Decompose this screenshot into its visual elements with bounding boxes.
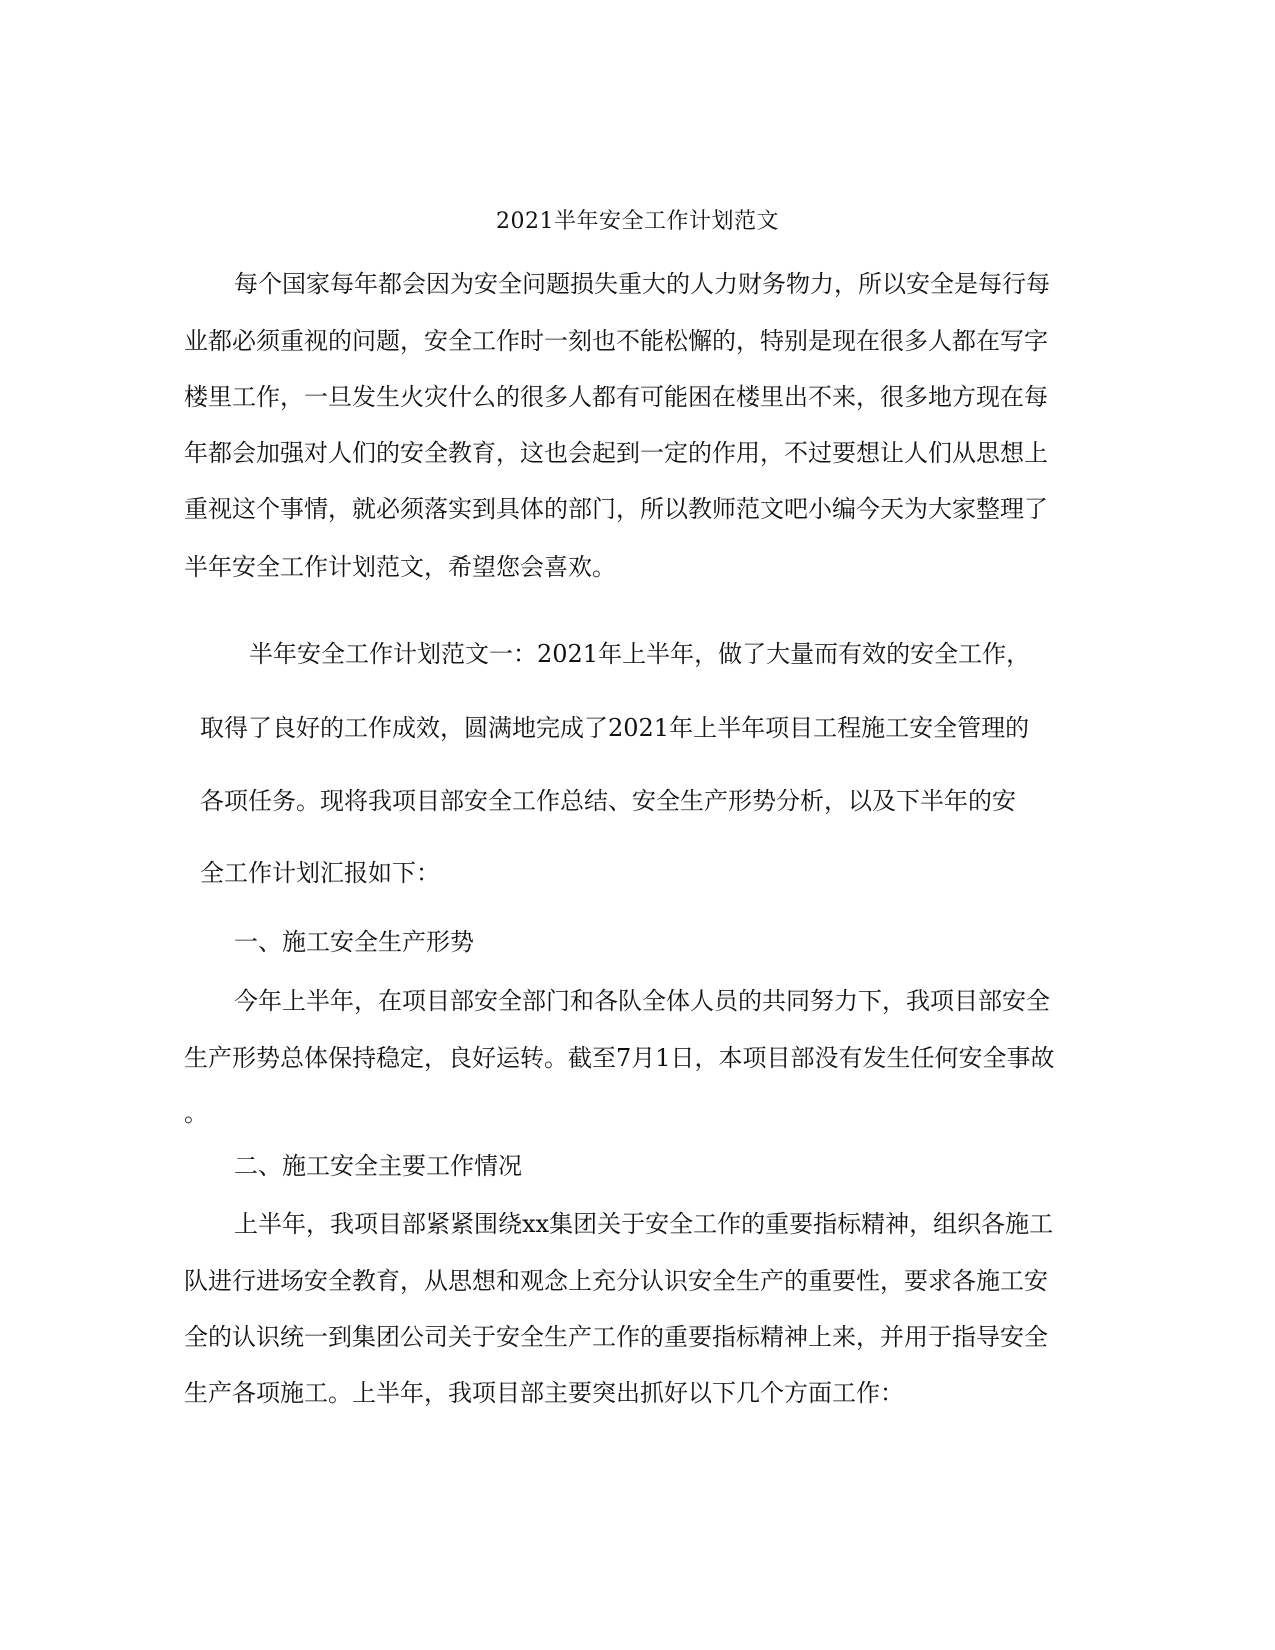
sample-line-2: 取得了良好的工作成效，圆满地完成了2021年上半年项目工程施工安全管理的 <box>200 714 1030 742</box>
section2-line-2: 队进行进场安全教育，从思想和观念上充分认识安全生产的重要性，要求各施工安 <box>184 1267 1048 1295</box>
intro-line-4: 年都会加强对人们的安全教育，这也会起到一定的作用，不过要想让人们从思想上 <box>184 439 1048 467</box>
section2-line-3: 全的认识统一到集团公司关于安全生产工作的重要指标精神上来，并用于指导安全 <box>184 1323 1048 1351</box>
section1-line-2: 生产形势总体保持稳定，良好运转。截至7月1日，本项目部没有发生任何安全事故 <box>184 1044 1055 1072</box>
sample-line-1: 半年安全工作计划范文一：2021年上半年，做了大量而有效的安全工作， <box>249 640 1031 668</box>
intro-line-3: 楼里工作，一旦发生火灾什么的很多人都有可能困在楼里出不来，很多地方现在每 <box>184 383 1048 411</box>
section1-line-1: 今年上半年，在项目部安全部门和各队全体人员的共同努力下，我项目部安全 <box>234 987 1050 1015</box>
section1-line-3: 。 <box>184 1099 208 1127</box>
intro-line-6: 半年安全工作计划范文，希望您会喜欢。 <box>184 553 616 581</box>
document-title: 2021半年安全工作计划范文 <box>496 209 779 234</box>
intro-line-1: 每个国家每年都会因为安全问题损失重大的人力财务物力，所以安全是每行每 <box>234 270 1050 298</box>
intro-line-5: 重视这个事情，就必须落实到具体的部门，所以教师范文吧小编今天为大家整理了 <box>184 495 1048 523</box>
section1-heading: 一、施工安全生产形势 <box>234 928 474 956</box>
section2-line-4: 生产各项施工。上半年，我项目部主要突出抓好以下几个方面工作： <box>184 1379 904 1407</box>
section2-heading: 二、施工安全主要工作情况 <box>234 1152 522 1180</box>
sample-line-4: 全工作计划汇报如下： <box>200 859 440 887</box>
section2-line-1: 上半年，我项目部紧紧围绕xx集团关于安全工作的重要指标精神，组织各施工 <box>234 1210 1054 1238</box>
sample-line-3: 各项任务。现将我项目部安全工作总结、安全生产形势分析，以及下半年的安 <box>200 787 1016 815</box>
intro-line-2: 业都必须重视的问题，安全工作时一刻也不能松懈的，特别是现在很多人都在写字 <box>184 327 1048 355</box>
